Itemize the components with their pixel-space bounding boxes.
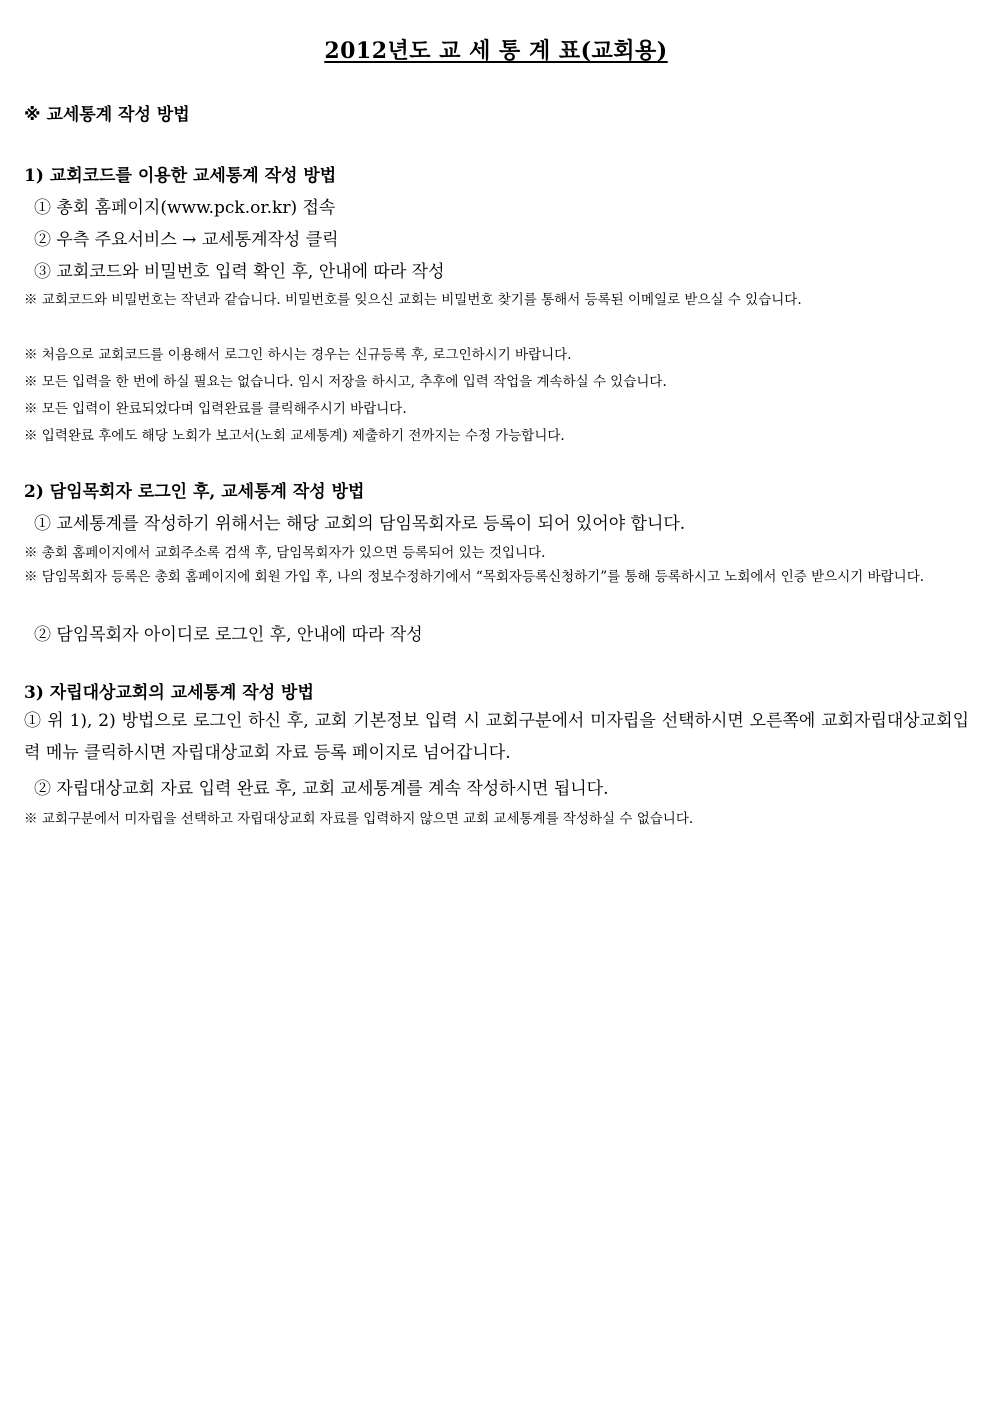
section-3-heading: 3) 자립대상교회의 교세통계 작성 방법: [24, 683, 314, 703]
section-2-step-2: ② 담임목회자 아이디로 로그인 후, 안내에 따라 작성: [34, 625, 423, 645]
section-1-note-5: ※ 입력완료 후에도 해당 노회가 보고서(노회 교세통계) 제출하기 전까지는 수정 가능합니다.: [24, 428, 565, 444]
section-3-step-1: ① 위 1), 2) 방법으로 로그인 하신 후, 교회 기본정보 입력 시 교회구분에서 미자립을 선택하시면 오른쪽에 교회자립대상교회입력 메뉴 클릭하시면 자립대상교회 자료 등록 페이지로 넘어갑니다.: [24, 711, 969, 763]
section-1-step-2: ② 우측 주요서비스 → 교세통계작성 클릭: [34, 230, 339, 250]
document-title: 2012년도 교 세 통 계 표(교회용): [324, 38, 668, 64]
section-2-step-1: ① 교세통계를 작성하기 위해서는 해당 교회의 담임목회자로 등록이 되어 있어야 합니다.: [34, 514, 686, 534]
section-2-heading: 2) 담임목회자 로그인 후, 교세통계 작성 방법: [24, 482, 365, 502]
section-2-note-2: ※ 담임목회자 등록은 총회 홈페이지에 회원 가입 후, 나의 정보수정하기에서 “목회자등록신청하기”를 통해 등록하시고 노회에서 인증 받으시기 바랍니다.: [24, 569, 925, 585]
section-1-heading: 1) 교회코드를 이용한 교세통계 작성 방법: [24, 166, 337, 186]
section-1-step-3: ③ 교회코드와 비밀번호 입력 확인 후, 안내에 따라 작성: [34, 262, 445, 282]
section-1-note-1: ※ 교회코드와 비밀번호는 작년과 같습니다. 비밀번호를 잊으신 교회는 비밀번호 찾기를 통해서 등록된 이메일로 받으실 수 있습니다.: [24, 292, 802, 308]
section-3-note-1: ※ 교회구분에서 미자립을 선택하고 자립대상교회 자료를 입력하지 않으면 교회 교세통계를 작성하실 수 없습니다.: [24, 811, 694, 827]
section-3-step-2: ② 자립대상교회 자료 입력 완료 후, 교회 교세통계를 계속 작성하시면 됩니다.: [34, 779, 609, 799]
section-1-step-1: ① 총회 홈페이지(www.pck.or.kr) 접속: [34, 198, 336, 218]
section-1-note-3: ※ 모든 입력을 한 번에 하실 필요는 없습니다. 임시 저장을 하시고, 추후에 입력 작업을 계속하실 수 있습니다.: [24, 374, 667, 390]
section-1-note-2: ※ 처음으로 교회코드를 이용해서 로그인 하시는 경우는 신규등록 후, 로그인하시기 바랍니다.: [24, 347, 572, 363]
main-heading: ※ 교세통계 작성 방법: [24, 105, 190, 125]
section-1-note-4: ※ 모든 입력이 완료되었다며 입력완료를 클릭해주시기 바랍니다.: [24, 401, 407, 417]
section-2-note-1: ※ 총회 홈페이지에서 교회주소록 검색 후, 담임목회자가 있으면 등록되어 있는 것입니다.: [24, 545, 546, 561]
